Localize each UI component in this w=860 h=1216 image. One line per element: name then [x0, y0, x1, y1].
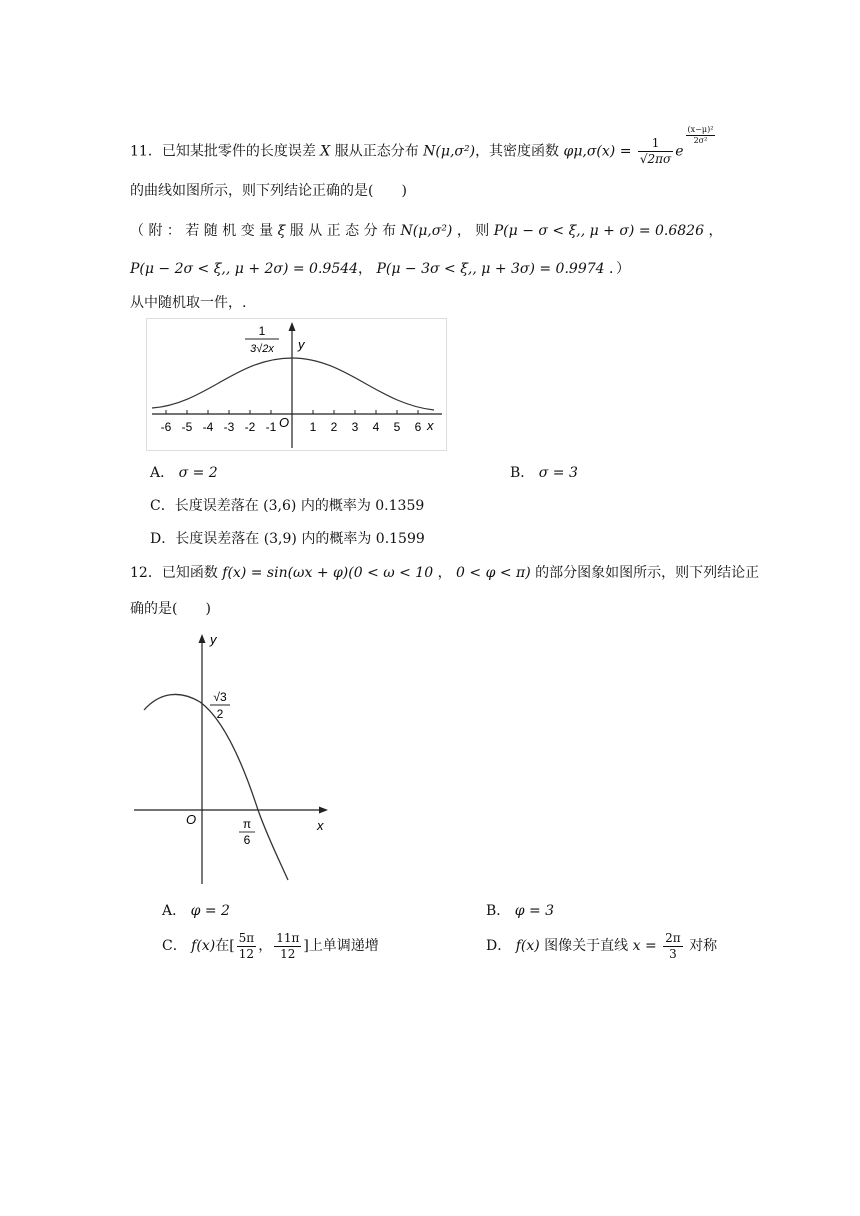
q12-number: 12． — [130, 565, 162, 581]
q12-option-b-letter: B． — [486, 903, 511, 919]
q11-tick-label: 2 — [330, 420, 338, 434]
q12-graph — [130, 630, 340, 886]
q11-tick-label: 1 — [309, 420, 317, 434]
q11-origin-label: O — [279, 415, 290, 430]
q12-y-mark-num: √3 — [213, 690, 227, 704]
q12-option-a-text: φ = 2 — [190, 903, 230, 919]
q11-y-label: y — [298, 337, 305, 352]
q11-density-exp-den: 2σ² — [693, 136, 708, 146]
q12-x-mark-num: π — [242, 817, 252, 831]
q11-note-p2: P(μ − 2σ < ξ,, μ + 2σ) = 0.9544 — [130, 261, 359, 277]
q12-option-d-frac — [663, 932, 683, 960]
q11-note-p1-tail: ， — [708, 223, 723, 239]
q11-normal-notation: N(μ,σ²) — [423, 143, 476, 160]
q11-peak-den: 3√2x — [250, 343, 274, 355]
q11-density-fraction — [638, 137, 673, 165]
q12-cond: 0 < φ < π) — [456, 565, 531, 581]
q12-option-d-den: 3 — [669, 946, 677, 961]
q12-stem-line1 — [130, 562, 759, 582]
q11-var-x: X — [320, 143, 331, 160]
q11-note-line2 — [130, 258, 630, 278]
q12-sep: ， — [437, 565, 452, 581]
q11-graph — [146, 318, 448, 452]
q11-option-c-text-b: 内的概率为 0.1359 — [300, 498, 425, 514]
q11-option-d-interval: (3,9) — [263, 531, 297, 547]
q11-stem-c: ，其密度函数 — [475, 143, 560, 160]
q12-option-c-den1: 12 — [238, 946, 255, 961]
q12-x-arrow-icon — [319, 807, 328, 814]
q12-x-mark-den: 6 — [243, 833, 251, 847]
q11-stem-line1 — [130, 126, 717, 165]
q11-note-p1: P(μ − σ < ξ,, μ + σ) = 0.6826 — [493, 223, 704, 239]
q11-option-a-text: σ = 2 — [178, 465, 218, 481]
q12-stem-b: 的部分图象如图所示，则下列结论正 — [535, 565, 760, 581]
q11-note-text3: ， 则 — [456, 223, 490, 239]
q12-option-a-letter: A． — [162, 903, 187, 919]
q12-option-d-func: f(x) — [515, 938, 540, 955]
q12-stem-line2: 确的是( ) — [130, 601, 211, 617]
q12-option-c-left-bracket: [ — [229, 938, 235, 955]
q12-option-d-text-b: 对称 — [689, 938, 718, 955]
q12-option-c-comma: ， — [258, 938, 273, 955]
q12-y-label: y — [210, 632, 217, 647]
q11-density-lhs: φμ,σ(x) = — [563, 143, 632, 160]
q11-note-normal: N(μ,σ²) — [400, 223, 453, 239]
q11-tick-label: -5 — [181, 420, 193, 434]
q12-option-c-num1: 5π — [238, 931, 255, 945]
q11-note-text2: 服 从 正 态 分 布 — [289, 223, 397, 239]
q12-option-a[interactable] — [162, 900, 230, 920]
q12-func: f(x) = sin(ωx + φ)(0 < ω < 10 — [222, 565, 434, 581]
q12-option-c-right-bracket: ] — [303, 938, 309, 955]
q11-option-c-interval: (3,6) — [263, 498, 297, 514]
q11-option-c[interactable] — [150, 495, 424, 515]
q12-option-b-text: φ = 3 — [514, 903, 555, 919]
q12-option-d-eq: x = — [632, 938, 657, 955]
q12-x-label: x — [317, 818, 324, 833]
q11-option-a[interactable] — [150, 462, 218, 482]
q11-tick-label: 5 — [393, 420, 401, 434]
q11-tick-label: -2 — [244, 420, 256, 434]
q11-note-sep: ， — [358, 261, 373, 277]
q12-option-c-func: f(x) — [191, 938, 216, 955]
q11-option-d-text-a: 长度误差落在 — [175, 531, 260, 547]
q11-tick-label: -6 — [160, 420, 172, 434]
q11-option-c-letter: C． — [150, 498, 175, 514]
q12-option-c-num2: 11π — [276, 931, 300, 945]
q11-tick-label: 3 — [351, 420, 359, 434]
q11-number: 11． — [130, 143, 162, 160]
q11-density-num: 1 — [638, 137, 673, 152]
q11-option-b-text: σ = 3 — [538, 465, 578, 481]
q11-option-c-text-a: 长度误差落在 — [174, 498, 259, 514]
q12-option-d[interactable] — [486, 932, 717, 960]
q11-density-den: √2πσ — [639, 151, 672, 166]
q11-tick-label: -4 — [202, 420, 214, 434]
q12-option-c-text-a: 在 — [215, 938, 230, 955]
q11-option-b-letter: B． — [510, 465, 535, 481]
q12-option-c-frac1 — [237, 932, 257, 960]
q11-tick-label: -3 — [223, 420, 235, 434]
q12-sine-curve — [144, 694, 288, 880]
q11-stem-a: 已知某批零件的长度误差 — [161, 143, 316, 160]
q11-density-e: e — [675, 143, 684, 160]
q11-note-xi: ξ — [277, 223, 286, 239]
q12-stem-a: 已知函数 — [161, 565, 218, 581]
q11-option-d-letter: D． — [150, 531, 176, 547]
q11-stem-line2: 的曲线如图所示，则下列结论正确的是( ) — [130, 183, 407, 199]
q11-tick-label: 6 — [414, 420, 422, 434]
q11-x-label: x — [427, 418, 434, 433]
q12-option-c-frac2 — [274, 932, 301, 960]
q11-option-a-letter: A． — [150, 465, 175, 481]
q11-note-end: ．） — [609, 261, 630, 277]
q12-option-c[interactable] — [162, 932, 379, 960]
q11-tick-label: 4 — [372, 420, 380, 434]
q11-option-d-text-b: 内的概率为 0.1599 — [301, 531, 425, 547]
q12-y-mark-den: 2 — [216, 707, 224, 721]
q12-origin-label: O — [186, 812, 197, 827]
q12-option-c-letter: C． — [162, 938, 187, 955]
q11-extra-line: 从中随机取一件，. — [130, 295, 247, 311]
q11-note-line1 — [130, 220, 722, 240]
q11-note-text1: （ 附 ： 若 随 机 变 量 — [130, 223, 274, 239]
q12-option-d-text-a: 图像关于直线 — [544, 938, 629, 955]
q12-option-d-num: 2π — [665, 931, 681, 945]
q11-density-exponent — [686, 126, 716, 146]
q11-tick-label: -1 — [265, 420, 277, 434]
q11-option-b[interactable] — [510, 462, 578, 482]
q12-option-c-text-b: 上单调递增 — [308, 938, 379, 955]
q11-note-p3: P(μ − 3σ < ξ,, μ + 3σ) = 0.9974 — [376, 261, 605, 277]
q11-option-d[interactable] — [150, 528, 425, 548]
q12-y-arrow-icon — [199, 634, 206, 643]
q11-density-exp-num: (x−μ)² — [686, 126, 716, 136]
q12-option-c-den2: 12 — [280, 946, 296, 961]
q12-option-b[interactable] — [486, 900, 554, 920]
q11-stem-b: 服从正态分布 — [334, 143, 419, 160]
q12-option-d-letter: D． — [486, 938, 512, 955]
q11-peak-num: 1 — [258, 324, 266, 338]
